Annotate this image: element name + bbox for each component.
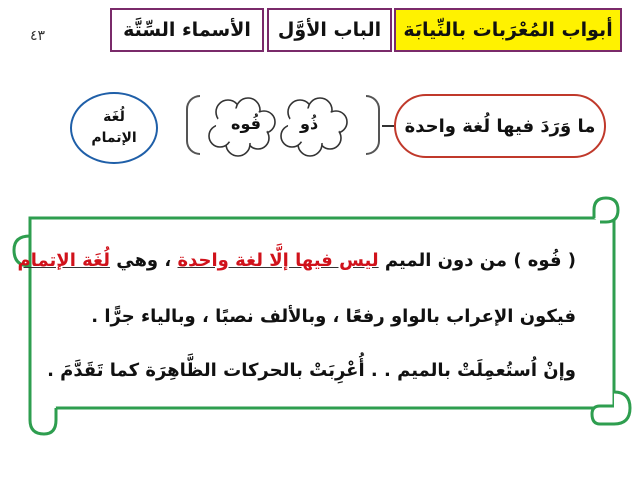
body-line-1-intro: ( فُوه ) من دون الميم (378, 250, 576, 271)
page-number: ٤٣ (30, 28, 46, 44)
body-line-1-conj: ، وهي (109, 250, 178, 271)
cloud-fuh-label: فُوه (231, 114, 261, 133)
body-line-1 (17, 250, 576, 271)
complete-dialect-circle (70, 92, 158, 164)
circle-label-line2: الإتمام (91, 130, 137, 146)
chapter-title: الباب الأوَّل (267, 8, 392, 52)
section-title: أبواب المُعْرَبات بالنِّيابَة (394, 8, 622, 52)
topic-title: الأسماء السِّتَّة (110, 8, 264, 52)
circle-label-line1: لُغَة (103, 109, 125, 125)
cloud-dhu-label: ذُو (300, 114, 319, 133)
pill-label: ما وَرَدَ فيها لُغة واحدة (404, 115, 596, 137)
body-highlight-single: ليس فيها إلَّا لغة واحدة (177, 250, 379, 271)
bracket-right (366, 95, 380, 155)
body-line-2: فيكون الإعراب بالواو رفعًا ، وبالألف نصبًا ، وبالياء جرًّا . (91, 306, 576, 327)
bracket-left (186, 95, 200, 155)
body-line-3: وإنْ اُستُعمِلَتْ بالميم . . أُعْرِبَتْ بالحركات الظَّاهِرَة كما تَقَدَّمَ . (47, 360, 576, 381)
body-highlight-complete: لُغَة الإتمام (17, 250, 110, 271)
